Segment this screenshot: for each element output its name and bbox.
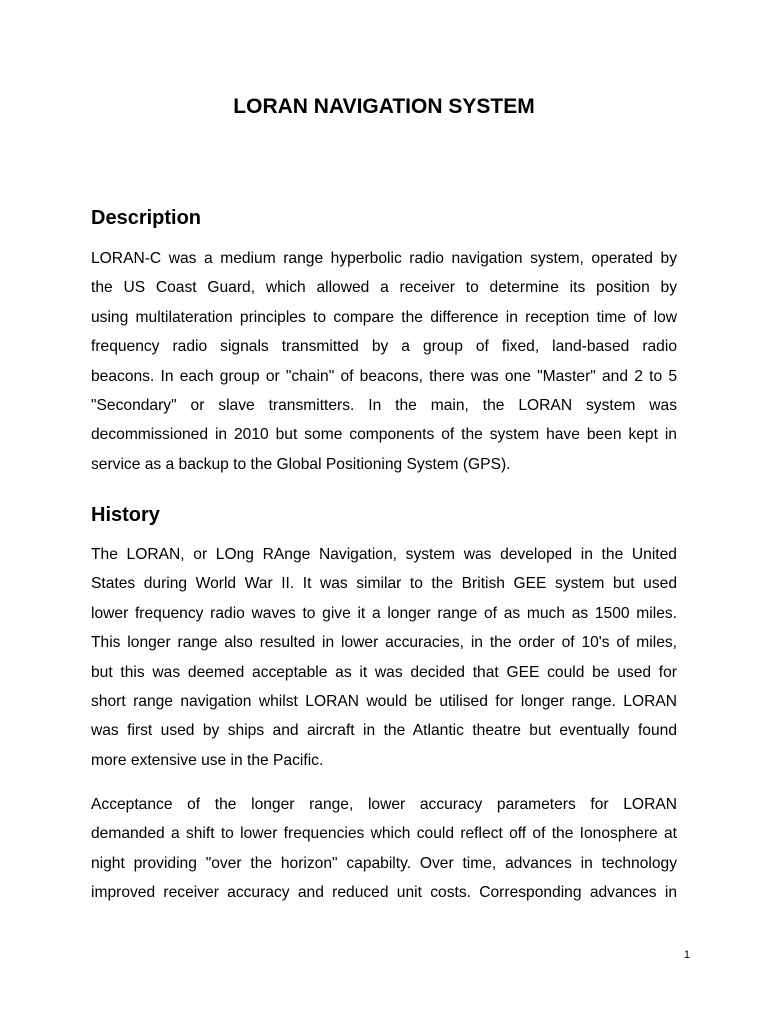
document-title: LORAN NAVIGATION SYSTEM bbox=[233, 95, 535, 118]
text-line: using multilateration principles to compare the difference in reception time of low bbox=[91, 308, 677, 326]
text-line: the US Coast Guard, which allowed a receiver to determine its position by bbox=[91, 279, 677, 297]
section-heading-description: Description bbox=[91, 207, 202, 229]
text-line: "Secondary" or slave transmitters. In the main, the LORAN system was bbox=[91, 397, 677, 415]
text-line: beacons. In each group or "chain" of beacons, there was one "Master" and 2 to 5 bbox=[91, 367, 677, 385]
page-number: 1 bbox=[683, 949, 690, 961]
text-line: service as a backup to the Global Positioning System (GPS). bbox=[91, 455, 511, 473]
text-line: lower frequency radio waves to give it a longer range of as much as 1500 miles. bbox=[91, 604, 677, 622]
paragraph-description bbox=[91, 244, 677, 479]
text-line: night providing "over the horizon" capabilty. Over time, advances in technology bbox=[91, 854, 677, 872]
paragraph-history-1 bbox=[91, 540, 677, 775]
text-line: demanded a shift to lower frequencies which could reflect off of the Ionosphere at bbox=[91, 825, 677, 843]
text-line: short range navigation whilst LORAN would be utilised for longer range. LORAN bbox=[91, 693, 677, 711]
text-line: but this was deemed acceptable as it was decided that GEE could be used for bbox=[91, 663, 677, 681]
text-line: decommissioned in 2010 but some components of the system have been kept in bbox=[91, 426, 677, 444]
text-line: The LORAN, or LOng RAnge Navigation, system was developed in the United bbox=[91, 546, 677, 563]
text-line: frequency radio signals transmitted by a group of fixed, land-based radio bbox=[91, 338, 677, 356]
text-line: This longer range also resulted in lower accuracies, in the order of 10's of miles, bbox=[91, 634, 677, 652]
text-line: LORAN-C was a medium range hyperbolic radio navigation system, operated by bbox=[91, 250, 677, 267]
section-heading-history: History bbox=[91, 504, 160, 526]
paragraph-history-2 bbox=[91, 790, 677, 908]
text-line: more extensive use in the Pacific. bbox=[91, 751, 324, 769]
text-line: States during World War II. It was similar to the British GEE system but used bbox=[91, 575, 677, 593]
text-line: Acceptance of the longer range, lower accuracy parameters for LORAN bbox=[91, 796, 677, 813]
text-line: was first used by ships and aircraft in the Atlantic theatre but eventually found bbox=[91, 722, 677, 740]
text-line: improved receiver accuracy and reduced unit costs. Corresponding advances in bbox=[91, 884, 677, 902]
